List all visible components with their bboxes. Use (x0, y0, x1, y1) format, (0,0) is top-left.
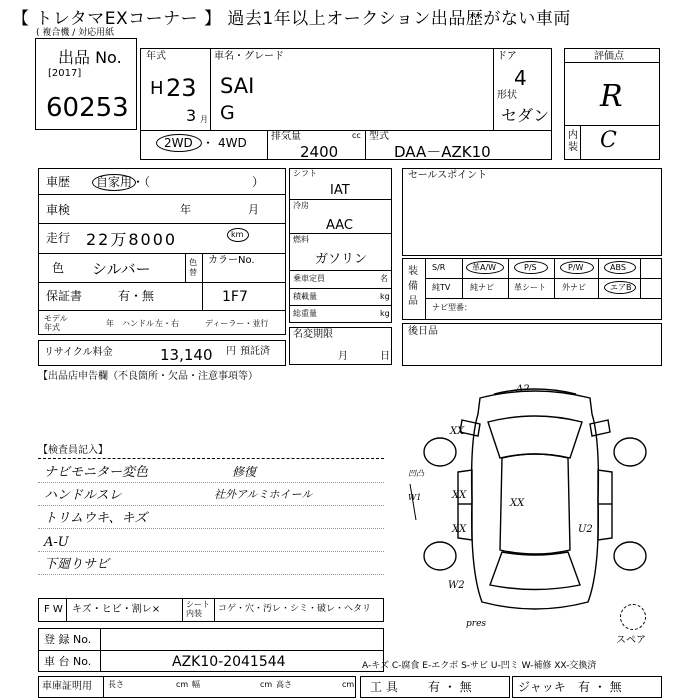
recycle-label: リサイクル料金 (44, 347, 113, 358)
banner-title: 【 トレタマEXコーナー 】 過去1年以上オークション出品歴がない車両 (12, 9, 571, 29)
recycle-value: 13,140 (160, 346, 213, 364)
inspector-right-1: 修復 (232, 465, 257, 479)
engine-unit: cc (352, 131, 361, 140)
reg-date-label: 名変期限 (293, 329, 333, 340)
drive-sep: ・ (202, 136, 215, 150)
equipment-label: 装備品 (408, 266, 418, 307)
mark-dent: 凹凸 (408, 469, 424, 478)
sheet-items: コゲ・穴・汚レ・シミ・破レ・ヘタリ (218, 604, 372, 614)
spare-label: スペア (616, 635, 646, 646)
damage-legend: A-キズ C-腐食 E-エクボ S-サビ U-凹ミ W-補修 XX-交換済 (362, 661, 597, 671)
inspection-month-unit: 月 (248, 203, 259, 216)
interior-label: 内装 (568, 130, 578, 153)
inspection-label: 車検 (46, 203, 71, 217)
warranty-value: 有・無 (118, 289, 155, 303)
load-unit: kg (380, 292, 390, 301)
reg-date-month: 月 (338, 351, 348, 362)
cert-label: 車庫証明用 (42, 681, 92, 692)
cert-width: 幅 (192, 680, 200, 689)
doors-value: 4 (514, 66, 527, 90)
spare-tire-icon (620, 604, 646, 630)
year-era: H (150, 78, 164, 99)
model-year-unit: 年 (106, 319, 114, 328)
model-label: 車名・グレード (214, 51, 284, 62)
capacity-label: 乗車定員 (293, 274, 325, 283)
mark-w2: W2 (448, 580, 465, 591)
later-label: 後日品 (408, 326, 438, 337)
equip-tv: 純TV (432, 283, 451, 292)
inspector-line-5: 下廻りサビ (44, 557, 110, 572)
color-change-label: 色替 (189, 258, 197, 277)
load-label: 積載量 (293, 292, 317, 301)
year-month-unit: 月 (200, 115, 208, 124)
equip-leather-seat: 革シート (514, 283, 546, 292)
lot-label: 出品 No. (58, 48, 122, 67)
cert-length-unit: cm (176, 680, 189, 689)
year-month: 3 (186, 106, 197, 125)
color-value: シルバー (92, 260, 151, 278)
sales-point-box (402, 168, 662, 256)
color-code-label: カラーNo. (208, 255, 255, 266)
equip-leather-aw: 革A/W (472, 263, 497, 272)
lot-year-tag: [2017] (48, 68, 82, 79)
shift-label: シフト (293, 169, 317, 178)
mileage-label: 走行 (46, 231, 71, 245)
cert-width-unit: cm (260, 680, 273, 689)
drive-4wd: 4WD (218, 136, 247, 150)
mark-pres: pres (466, 619, 487, 629)
fuel-label: 燃料 (293, 235, 309, 244)
equip-navi: 純ナビ (470, 283, 494, 292)
lot-number: 60253 (46, 93, 129, 123)
mileage-unit: km (231, 230, 244, 239)
score-label: 評価点 (594, 51, 624, 62)
year-value: 23 (166, 74, 197, 102)
equipment-grid (426, 258, 662, 320)
type-label: 型式 (369, 131, 389, 142)
aircon-label: 冷房 (293, 201, 309, 210)
cert-length: 長さ (108, 680, 124, 689)
equip-ext-navi: 外ナビ (562, 283, 586, 292)
mark-xx-4: XX (510, 498, 525, 509)
handle-value: 左・右 (155, 319, 179, 328)
warranty-label: 保証書 (46, 289, 83, 303)
cert-height-unit: cm (342, 680, 355, 689)
color-label: 色 (52, 261, 65, 275)
equip-pw: P/W (568, 263, 584, 272)
drive-2wd: 2WD (164, 136, 193, 150)
model-name: SAI (220, 74, 255, 98)
year-label: 年式 (146, 51, 166, 62)
sales-point-label: セールスポイント (408, 170, 488, 181)
mark-w1: W1 (408, 493, 422, 502)
reg-date-day: 日 (380, 351, 390, 362)
equip-ps: P/S (524, 263, 537, 272)
mark-xx-1: XX (450, 426, 465, 437)
sheet-label: シート内装 (186, 600, 210, 618)
equip-abs: ABS (610, 263, 626, 272)
equip-airbag: エアB (610, 283, 632, 292)
inspector-right-2: 社外アルミホイール (214, 488, 313, 501)
history-label: 車歴 (46, 175, 71, 189)
mileage-value: 22万8000 (86, 230, 178, 249)
tools-label: 工 具 (370, 680, 398, 694)
equip-sr: S/R (432, 263, 446, 272)
equip-navi-model: ナビ型番： (432, 303, 472, 312)
engine-label: 排気量 (271, 131, 301, 142)
sheet-note: ( 複合機 / 対応用紙 (36, 28, 115, 38)
history-value: 自家用・（ (96, 175, 151, 189)
doors-label: ドア (497, 51, 517, 62)
cert-height: 高さ (276, 680, 292, 689)
capacity-unit: 名 (380, 274, 388, 283)
weight-unit: kg (380, 309, 390, 318)
shape-value: セダン (501, 106, 550, 125)
fuel-value: ガソリン (315, 252, 368, 267)
inspector-line-4: A-U (44, 535, 69, 550)
reg-no-label: 登 録 No. (44, 633, 92, 646)
interior-value: C (600, 128, 617, 153)
chassis-value: AZK10-2041544 (172, 654, 286, 670)
shape-label: 形状 (497, 90, 517, 101)
jack-label: ジャッキ (518, 680, 566, 694)
color-code: 1F7 (222, 289, 248, 305)
aircon-value: AAC (326, 218, 353, 233)
tools-value: 有 ・ 無 (428, 680, 472, 694)
model-grade: G (220, 102, 235, 124)
mark-xx-2: XX (452, 490, 467, 501)
banner (0, 0, 700, 28)
mark-a2: A2 (516, 384, 530, 395)
chassis-label: 車 台 No. (44, 655, 92, 668)
fw-label: F W (44, 604, 63, 615)
recycle-unit: 円 (226, 346, 236, 357)
later-box (402, 323, 662, 366)
score-value: R (600, 79, 623, 114)
inspector-line-2: ハンドルスレ (44, 488, 122, 503)
mark-u2: U2 (578, 524, 593, 535)
fw-items: キズ・ヒビ・割レ× (72, 604, 161, 615)
shift-value: IAT (330, 183, 350, 198)
jack-value: 有 ・ 無 (578, 680, 622, 694)
report-label: 【出品店申告欄（不良箇所・欠品・注意事項等） (38, 371, 258, 382)
model-year-label: モデル年式 (44, 314, 68, 332)
weight-label: 総重量 (293, 309, 317, 318)
mark-xx-3: XX (452, 524, 467, 535)
car-diagram (410, 380, 660, 630)
inspector-line-1: ナビモニター変色 (44, 465, 149, 480)
engine-value: 2400 (300, 143, 339, 161)
inspection-year-unit: 年 (180, 203, 191, 216)
recycle-note: 預託済 (240, 346, 270, 357)
dealer-label: ディーラー・並行 (205, 319, 269, 328)
inspector-label: 【検査員記入】 (38, 445, 108, 456)
inspector-line-3: トリムウキ、キズ (44, 511, 148, 526)
handle-label: ハンドル (122, 319, 154, 328)
type-value: DAA－AZK10 (394, 143, 491, 161)
